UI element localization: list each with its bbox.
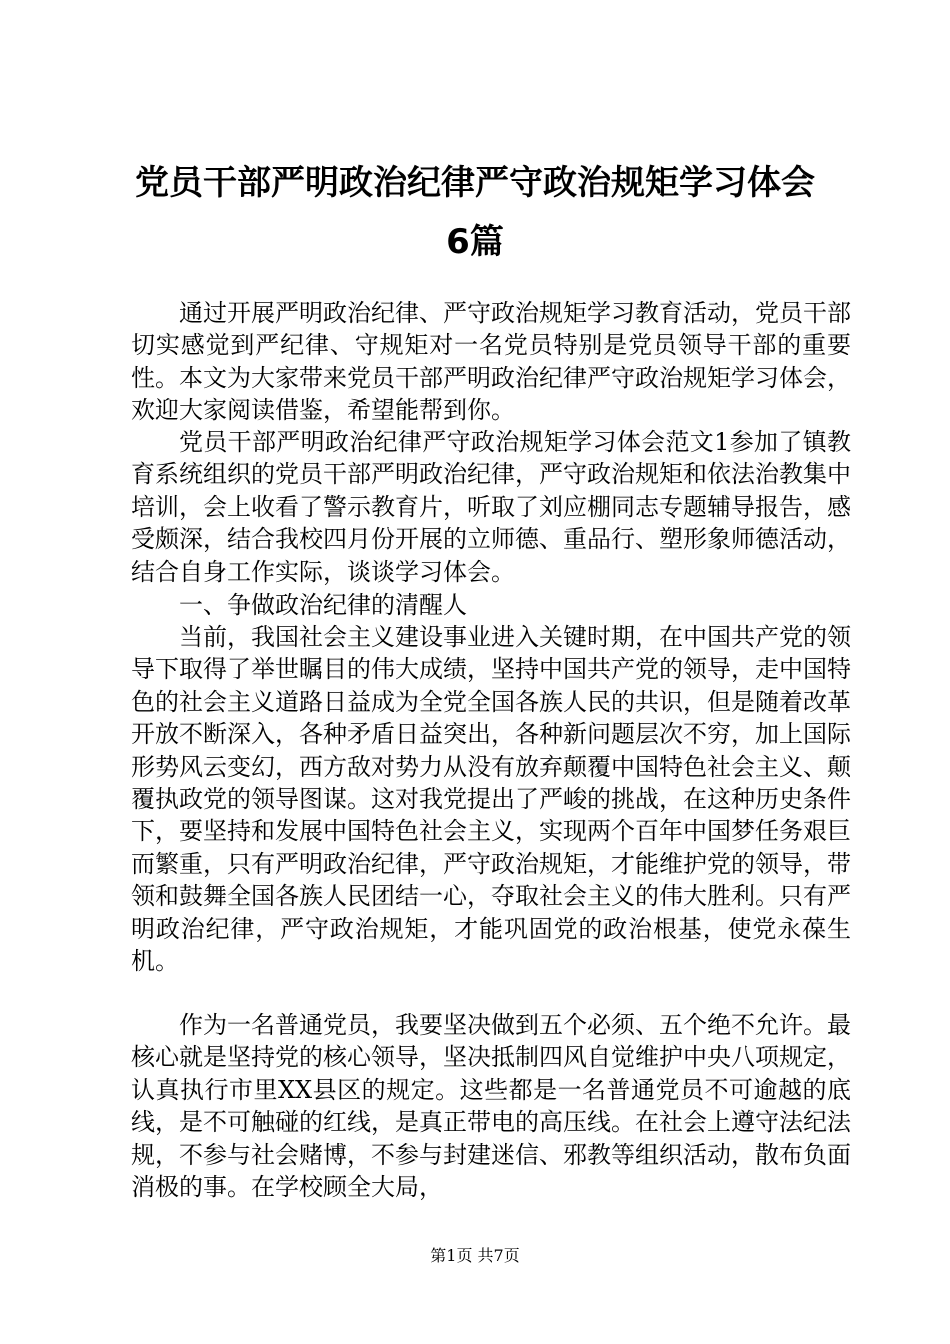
page-number: 第1页 共7页 bbox=[430, 1246, 520, 1265]
document-title-line-2: 6篇 bbox=[446, 222, 504, 262]
document-title-line-1: 党员干部严明政治纪律严守政治规矩学习体会 bbox=[135, 163, 815, 203]
intro-paragraph: 通过开展严明政治纪律、严守政治规矩学习教育活动，党员干部切实感觉到严纪律、守规矩对一名党员特别是党员领导干部的重要性。本文为大家带来党员干部严明政治纪律严守政治规矩学习体会，欢迎大家阅读借鉴，希望能帮到你。 bbox=[131, 299, 851, 425]
section-heading: 一、争做政治纪律的清醒人 bbox=[179, 591, 467, 619]
sample-one-paragraph: 党员干部严明政治纪律严守政治规矩学习体会范文1参加了镇教育系统组织的党员干部严明政治纪律，严守政治规矩和依法治教集中培训，会上收看了警示教育片，听取了刘应棚同志专题辅导报告，感受颇深，结合我校四月份开展的立师德、重品行、塑形象师德活动，结合自身工作实际，谈谈学习体会。 bbox=[131, 428, 851, 586]
body-paragraph: 作为一名普通党员，我要坚决做到五个必须、五个绝不允许。最核心就是坚持党的核心领导，坚决抵制四风自觉维护中央八项规定，认真执行市里XX县区的规定。这些都是一名普通党员不可逾越的底线，是不可触碰的红线，是真正带电的高压线。在社会上遵守法纪法规，不参与社会赌博，不参与封建迷信、邪教等组织活动，散布负面消极的事。在学校顾全大局， bbox=[131, 1011, 851, 1202]
body-paragraph: 当前，我国社会主义建设事业进入关键时期，在中国共产党的领导下取得了举世瞩目的伟大成绩，坚持中国共产党的领导，走中国特色的社会主义道路日益成为全党全国各族人民的共识，但是随着改革开放不断深入，各种矛盾日益突出，各种新问题层次不穷，加上国际形势风云变幻，西方敌对势力从没有放弃颠覆中国特色社会主义、颠覆执政党的领导图谋。这对我党提出了严峻的挑战，在这种历史条件下，要坚持和发展中国特色社会主义，实现两个百年中国梦任务艰巨而繁重，只有严明政治纪律，严守政治规矩，才能维护党的领导，带领和鼓舞全国各族人民团结一心，夺取社会主义的伟大胜利。只有严明政治纪律，严守政治规矩，才能巩固党的政治根基，使党永葆生机。 bbox=[131, 623, 851, 976]
